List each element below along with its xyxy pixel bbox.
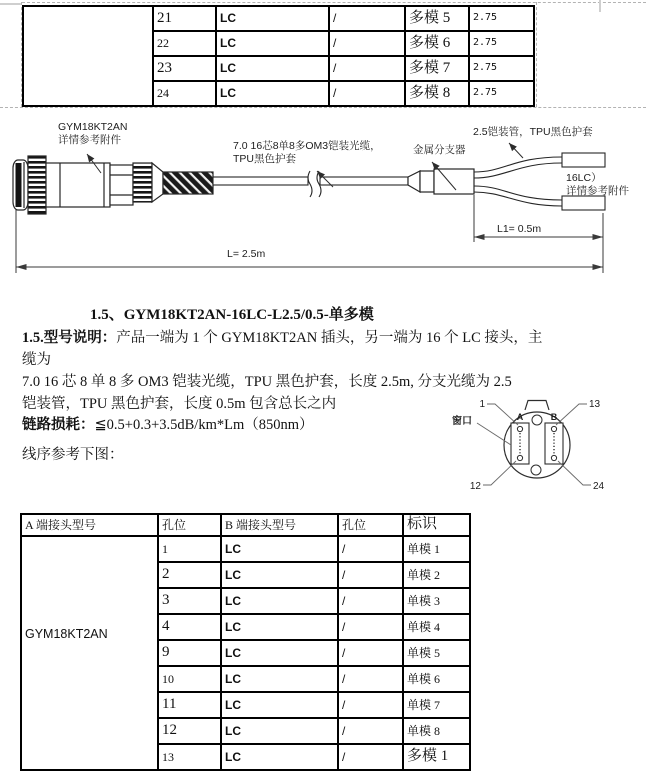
- b-connector-cell: LC: [216, 56, 329, 81]
- b-hole-cell: /: [338, 562, 403, 588]
- b-hole-cell: /: [329, 6, 405, 31]
- slot-a-label: A: [516, 412, 524, 422]
- b-hole-cell: /: [338, 744, 403, 770]
- mark-cell: 单模 2: [403, 562, 470, 588]
- cable-assembly-drawing: [0, 110, 646, 280]
- header-mark: 标识: [403, 514, 470, 536]
- header-b-connector: B 端接头型号: [221, 514, 338, 536]
- hole-cell: 4: [158, 614, 221, 640]
- cable-label: 7.0 16芯8单8多OM3铠装光缆，: [233, 140, 381, 152]
- spec-text: 产品一端为 1 个 GYM18KT2AN 插头，另一端为 16 个 LC 接头，主: [116, 330, 543, 346]
- wiring-table: [20, 513, 471, 771]
- a-connector-cell: [21, 536, 158, 770]
- dimension-l1-text: L1= 0.5m: [497, 223, 542, 235]
- pin-number-1: 1: [479, 399, 485, 410]
- pin-number-13: 13: [589, 399, 601, 410]
- spec-line: 铠装管，TPU 黑色护套，长度 0.5m 包含总长之内: [22, 396, 337, 412]
- b-hole-cell: /: [338, 640, 403, 666]
- b-connector-cell: LC: [221, 562, 338, 588]
- loss-line: [22, 413, 314, 434]
- value-cell: 2.75: [469, 6, 534, 31]
- guide-hole-bottom: [531, 465, 541, 475]
- b-connector-cell: LC: [221, 614, 338, 640]
- mark-cell: 单模 5: [403, 640, 470, 666]
- b-hole-cell: /: [338, 718, 403, 744]
- slot-a-pin-top: [517, 426, 522, 431]
- section-heading: 1.5、GYM18KT2AN-16LC-L2.5/0.5-单多模: [90, 307, 374, 323]
- b-hole-cell: /: [338, 588, 403, 614]
- mark-cell: 单模 1: [403, 536, 470, 562]
- spec-line: [22, 326, 542, 347]
- hole-cell: 9: [158, 640, 221, 666]
- header-b-hole: 孔位: [338, 514, 403, 536]
- lc-bundle-top: [562, 153, 605, 167]
- hole-cell: 21: [153, 6, 216, 31]
- mark-cell: 单模 4: [403, 614, 470, 640]
- hole-cell: 11: [158, 692, 221, 718]
- hole-cell: 12: [158, 718, 221, 744]
- b-connector-cell: LC: [221, 536, 338, 562]
- b-hole-cell: /: [338, 614, 403, 640]
- b-connector-cell: LC: [221, 718, 338, 744]
- plug-coupling-ring: [28, 156, 46, 214]
- b-connector-cell: LC: [221, 666, 338, 692]
- hole-cell: 13: [158, 744, 221, 770]
- page-margin-mark-left: [0, 3, 22, 5]
- pin-number-12: 12: [469, 481, 481, 492]
- table-row: [23, 6, 534, 31]
- loss-text: ≦0.5+0.3+3.5dB/km*Lm（850nm）: [94, 417, 314, 433]
- hole-cell: 10: [158, 666, 221, 692]
- b-hole-cell: /: [329, 56, 405, 81]
- table-gridline-bottom: [0, 107, 646, 108]
- table-gridline-right: [536, 2, 537, 107]
- value-cell: 2.75: [469, 31, 534, 56]
- hole-cell: 24: [153, 81, 216, 106]
- b-hole-cell: /: [329, 31, 405, 56]
- hole-cell: 22: [153, 31, 216, 56]
- loss-label: 链路损耗：: [22, 417, 95, 433]
- spec-line: 缆为: [22, 352, 51, 368]
- keying-tab: [525, 401, 549, 411]
- mark-cell: 单模 7: [403, 692, 470, 718]
- pin-number-24: 24: [593, 481, 605, 492]
- mark-cell: 多模 8: [405, 81, 469, 106]
- table-header-row: [21, 514, 470, 536]
- window-label: 窗口: [452, 416, 472, 427]
- mark-cell: 单模 3: [403, 588, 470, 614]
- b-connector-cell: LC: [216, 6, 329, 31]
- b-hole-cell: /: [338, 666, 403, 692]
- value-cell: 2.75: [469, 81, 534, 106]
- mark-cell: 单模 6: [403, 666, 470, 692]
- table-row: [21, 536, 470, 562]
- value-cell: 2.75: [469, 56, 534, 81]
- hole-cell: 23: [153, 56, 216, 81]
- cable-label-line2: TPU黑色护套: [233, 153, 296, 165]
- hole-cell: 1: [158, 536, 221, 562]
- dimension-l-text: L= 2.5m: [227, 248, 266, 260]
- branch-label: 2.5铠装管，TPU黑色护套: [473, 126, 593, 138]
- wiring-table-continued: [22, 5, 535, 107]
- b-connector-cell: LC: [216, 31, 329, 56]
- plug-backshell-knurl: [133, 163, 152, 202]
- lc-label: 16LC）: [566, 172, 602, 184]
- b-connector-cell: LC: [221, 692, 338, 718]
- wiring-ref-line: 线序参考下图：: [22, 447, 124, 463]
- plug-label-note: 详情参考附件: [58, 134, 121, 146]
- braid-sleeve: [163, 172, 213, 194]
- plug-drawing: [13, 156, 213, 214]
- spec-line: 7.0 16 芯 8 单 8 多 OM3 铠装光缆，TPU 黑色护套，长度 2.5m, 分支光缆为 2.5: [22, 374, 512, 390]
- mark-cell: 多模 5: [405, 6, 469, 31]
- b-hole-cell: /: [338, 692, 403, 718]
- b-hole-cell: /: [329, 81, 405, 106]
- hole-cell: 2: [158, 562, 221, 588]
- text-boundary-top: [22, 2, 646, 3]
- hole-cell: 3: [158, 588, 221, 614]
- mark-cell: 多模 6: [405, 31, 469, 56]
- b-connector-cell: LC: [221, 744, 338, 770]
- cable-break-mark: [308, 171, 312, 197]
- lc-bundle-bottom: [562, 196, 605, 210]
- strain-relief-taper: [152, 163, 163, 202]
- b-connector-cell: LC: [221, 640, 338, 666]
- b-connector-cell: LC: [221, 588, 338, 614]
- header-a-connector: A 端接头型号: [21, 514, 158, 536]
- connector-face-diagram: [445, 392, 635, 497]
- slot-b-label: B: [550, 412, 558, 422]
- a-connector-cell-empty: [23, 6, 153, 106]
- slot-a-pin-bottom: [517, 455, 522, 460]
- splitter-label: 金属分支器: [413, 144, 466, 156]
- guide-hole-top: [532, 415, 542, 425]
- plug-label: GYM18KT2AN: [58, 121, 128, 133]
- page-margin-mark-right: [599, 0, 601, 12]
- mark-cell: 单模 8: [403, 718, 470, 744]
- spec-label: 1.5.型号说明：: [22, 330, 117, 346]
- b-hole-cell: /: [338, 536, 403, 562]
- mark-cell: 多模 7: [405, 56, 469, 81]
- lc-label-note: 详情参考附件: [566, 185, 629, 197]
- slot-b-pin-bottom: [551, 455, 556, 460]
- slot-b-pin-top: [551, 426, 556, 431]
- b-connector-cell: LC: [216, 81, 329, 106]
- header-hole: 孔位: [158, 514, 221, 536]
- mark-cell: 多模 1: [403, 744, 470, 770]
- plug-face-band: [16, 163, 22, 207]
- main-cable: [213, 171, 408, 197]
- a-connector-model: GYM18KT2AN: [25, 627, 108, 642]
